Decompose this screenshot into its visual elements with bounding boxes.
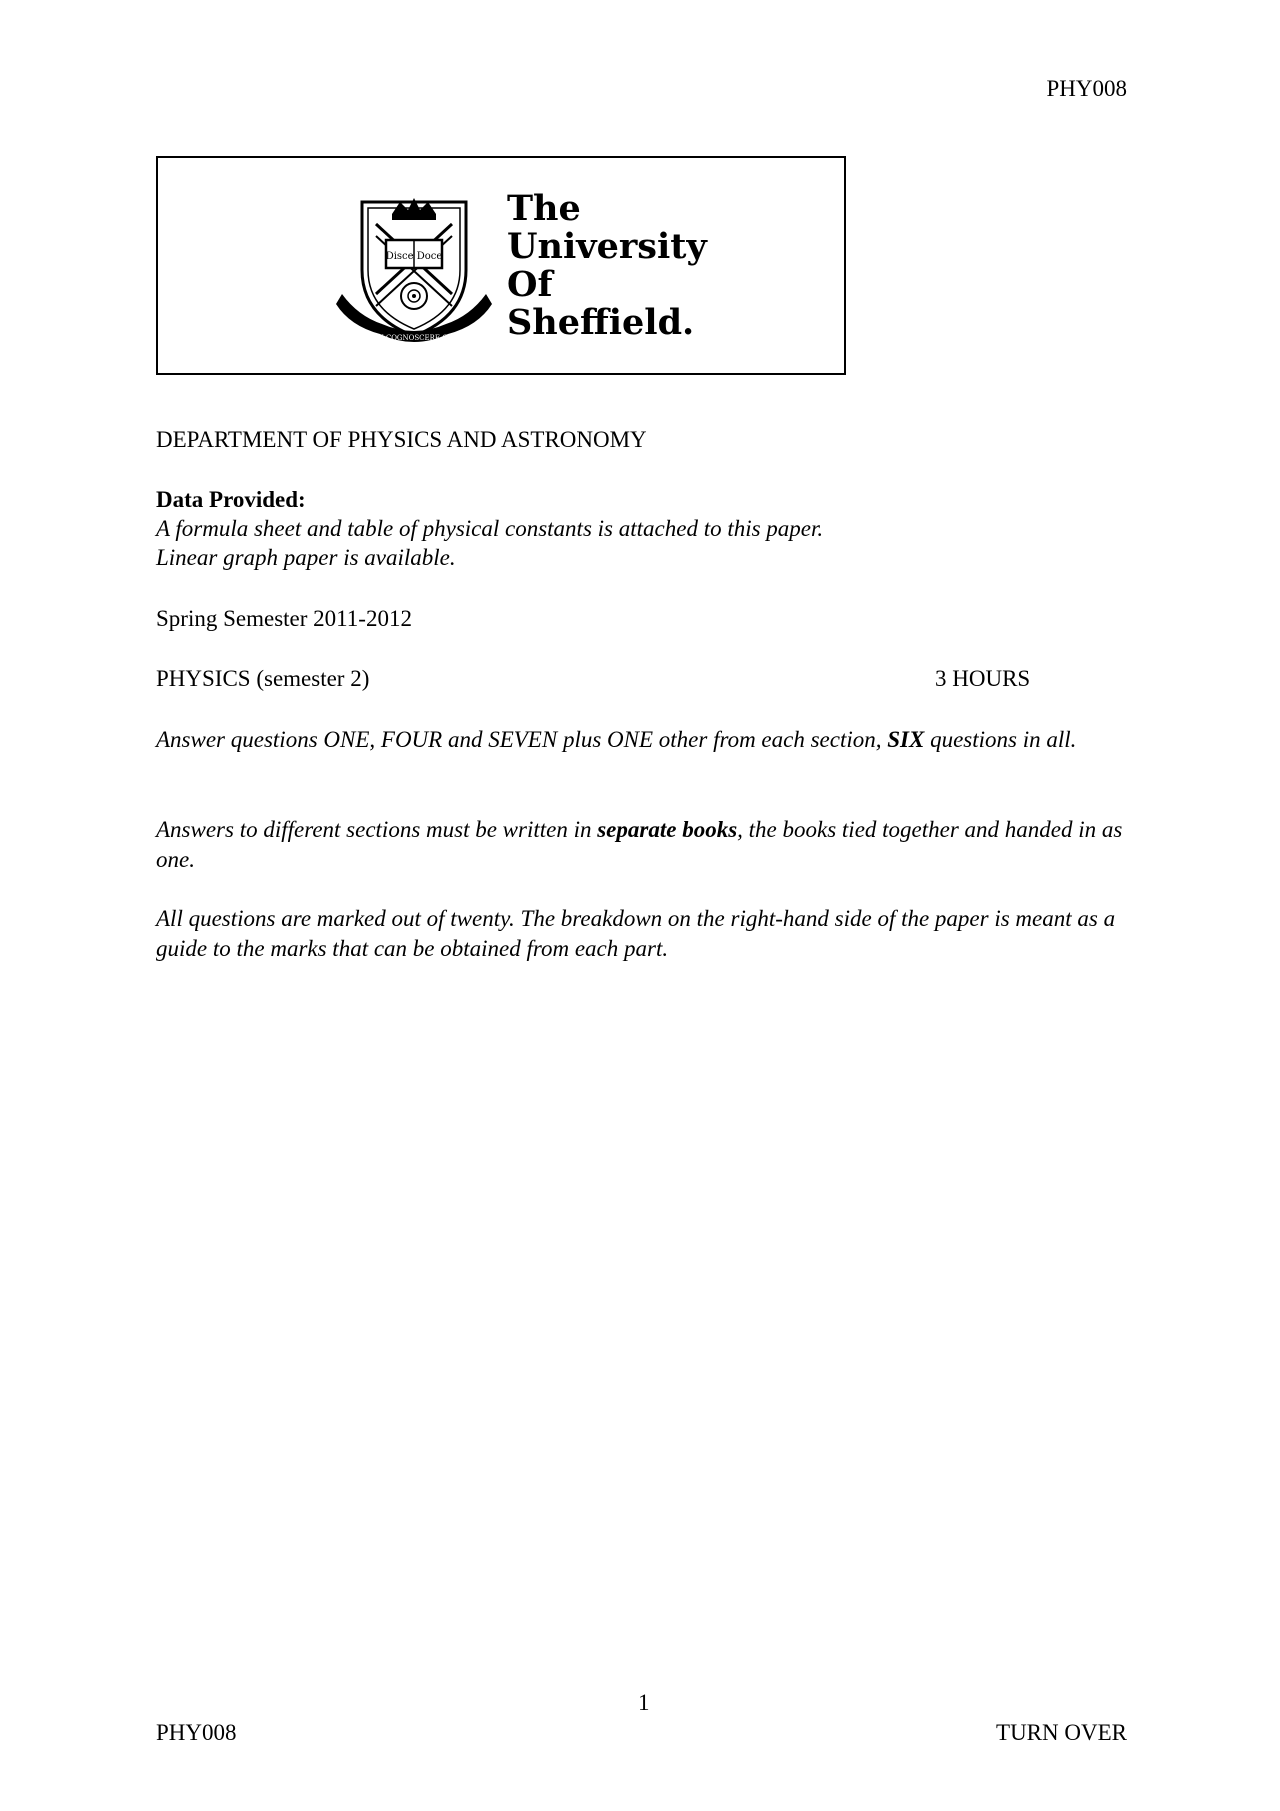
- data-provided-line: Linear graph paper is available.: [156, 545, 456, 570]
- wordmark-line: Sheffield.: [507, 302, 695, 343]
- course-title: PHYSICS (semester 2): [156, 666, 370, 691]
- page-code-footer: PHY008: [156, 1720, 237, 1745]
- instruction-paragraph: All questions are marked out of twenty. The breakdown on the right-hand side of the paper is meant as a guide to the marks that can be obtained from each part.: [156, 906, 1116, 961]
- page-code-header: PHY008: [1046, 76, 1127, 101]
- university-logo-box: [156, 156, 846, 375]
- exam-duration: 3 HOURS: [935, 666, 1031, 691]
- instruction-paragraph: Answer questions ONE, FOUR and SEVEN plus ONE other from each section, SIX questions in all.: [156, 727, 1077, 752]
- instruction-paragraph: Answers to different sections must be written in separate books, the books tied together and handed in as one.: [156, 817, 1123, 872]
- data-provided-line: A formula sheet and table of physical constants is attached to this paper.: [156, 516, 824, 541]
- wordmark-line: Of: [507, 264, 553, 305]
- crest-scroll: RERVM COGNOSCERE CAVSAS: [355, 334, 473, 342]
- wordmark-line: The: [507, 188, 581, 229]
- data-provided-heading: Data Provided:: [156, 487, 306, 512]
- crest-motto: Disce Doce: [385, 251, 443, 262]
- turn-over-label: TURN OVER: [996, 1720, 1127, 1745]
- wordmark-line: University: [507, 226, 707, 267]
- department-name: DEPARTMENT OF PHYSICS AND ASTRONOMY: [156, 427, 647, 452]
- university-wordmark: [507, 190, 707, 342]
- page-number: 1: [638, 1690, 650, 1715]
- university-crest-icon: [330, 184, 498, 354]
- semester-label: Spring Semester 2011-2012: [156, 606, 412, 631]
